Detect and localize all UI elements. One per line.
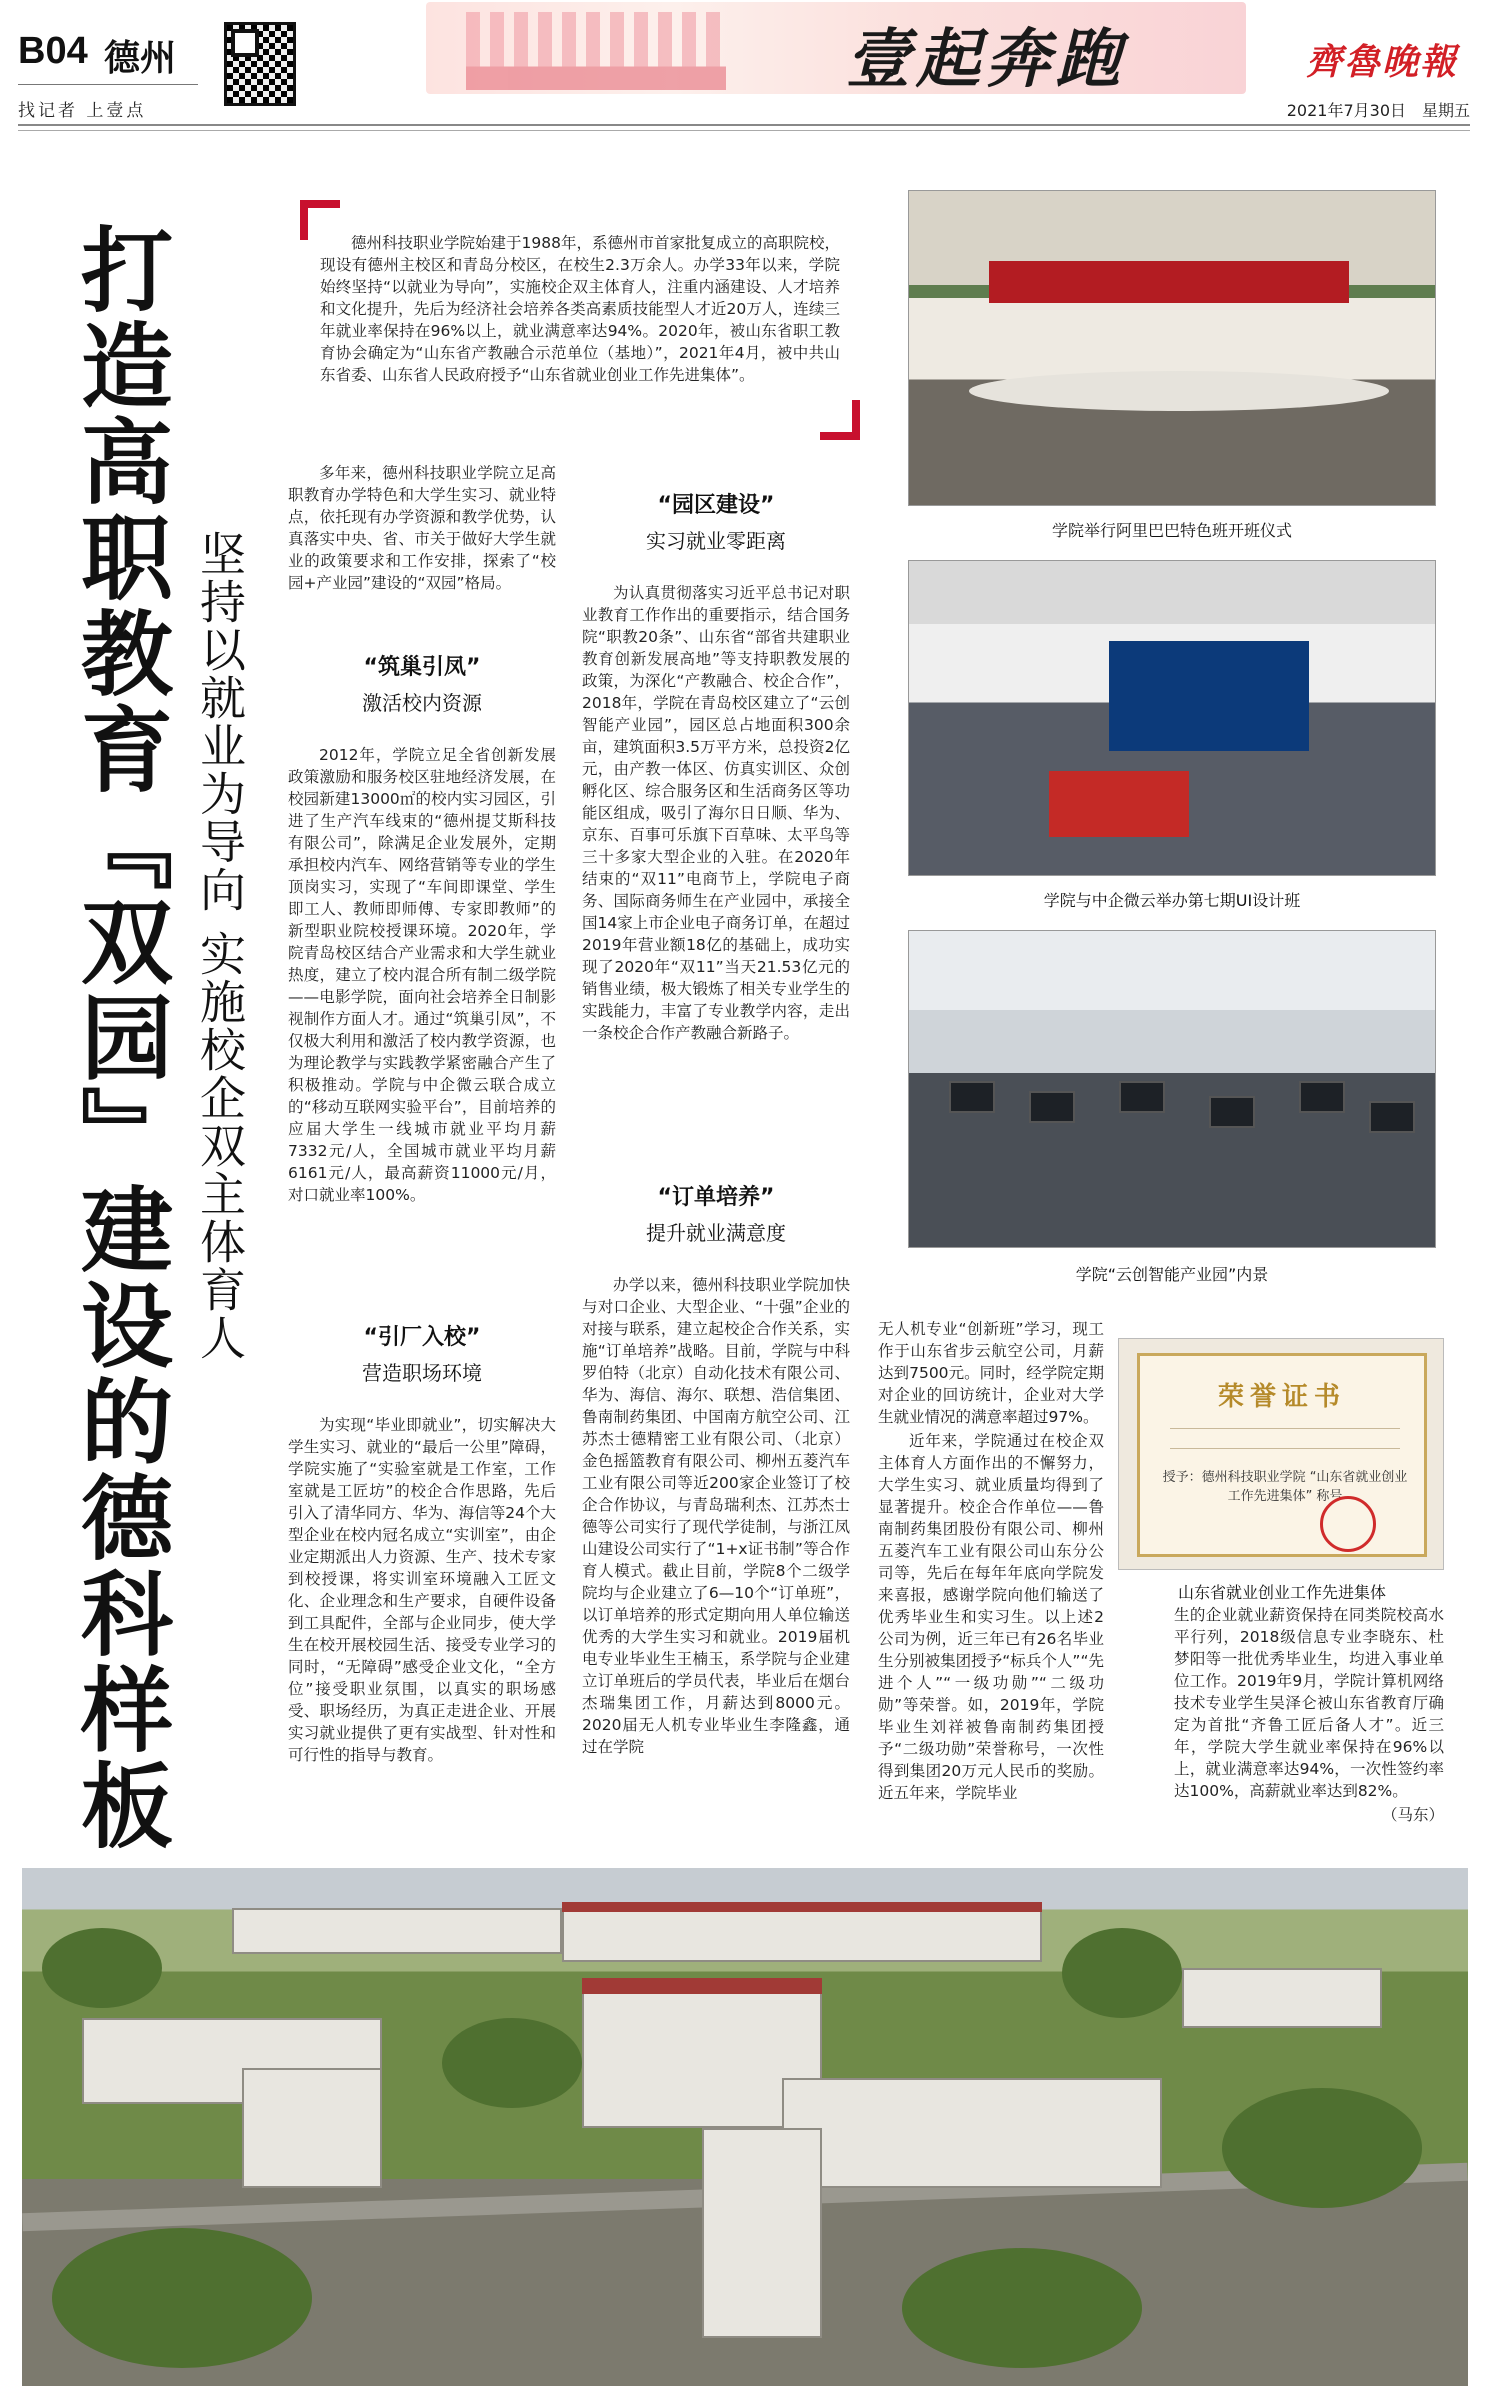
header-rule (18, 124, 1470, 126)
certificate-rule (1170, 1428, 1400, 1429)
caption-4: 山东省就业创业工作先进集体 (1177, 1583, 1386, 1602)
certificate-rule (1170, 1448, 1400, 1449)
banner-slogan-a: 壹起 (846, 22, 986, 94)
building (1182, 1968, 1382, 2028)
lead-paragraph: 多年来，德州科技职业学院立足高职教育办学特色和大学生实习、就业特点，依托现有办学资源和教学优势，认真落实中央、省、市关于做好大学生就业的政策要求和工作安排，探索了“校园+产业园”建设的“双园”格局。 (288, 464, 556, 592)
section-title-1 (288, 650, 556, 716)
section-3-subtitle: 实习就业零距离 (646, 529, 786, 553)
page-header (0, 0, 1488, 140)
banner-slogan-b: 奔跑 (986, 22, 1126, 94)
page-number: B04 (18, 30, 88, 72)
column-1-lead (288, 462, 556, 596)
certificate (1137, 1353, 1427, 1557)
subhead-2: 实施校企双主体育人 (193, 930, 247, 1362)
section-title-4 (582, 1180, 850, 1246)
newspaper-logo: 齊魯晚報 (1306, 41, 1459, 83)
column-3 (878, 1318, 1104, 1806)
campus-aerial-photo (22, 1868, 1468, 2386)
column-3-body: 近年来，学院通过在校企双主体育人方面作出的不懈努力，大学生实习、就业质量均得到了显著提升。校企合作单位——鲁南制药集团股份有限公司、柳州五菱汽车工业有限公司山东分公司等，先后在每年年底向学院发来喜报，感谢学院向他们输送了优秀毕业生和实习生。以上述2公司为例，近三年已有26名毕业生分别被集团授予“标兵个人”“先进个人”“一级功勋”“二级功勋”等荣誉。如，2019年，学院毕业生刘祥被鲁南制药集团授予“二级功勋”荣誉称号，一次性得到集团20万元人民币的奖励。近五年来，学院毕业 (878, 1432, 1104, 1802)
photo-2-sign (1049, 771, 1189, 837)
photo-ui-design-class (908, 560, 1436, 876)
section-2-title: “引厂入校” (363, 1325, 481, 1350)
caption-3: 学院“云创智能产业园”内景 (1075, 1265, 1269, 1284)
photo-2-screen (1109, 641, 1309, 751)
section-title-3 (582, 488, 850, 554)
photo-1-banner (989, 261, 1349, 303)
section-name: 德州 (104, 38, 177, 79)
photo-honor-certificate (1118, 1338, 1444, 1570)
editors-line: 找记者 上壹点 (18, 101, 147, 121)
tree-cluster (1222, 2088, 1422, 2208)
monitor-icon (1299, 1081, 1345, 1113)
qr-code-icon (224, 22, 296, 106)
column-4 (1174, 1604, 1444, 1828)
section-4-body: 办学以来，德州科技职业学院加快与对口企业、大型企业、“十强”企业的对接与联系，建立起校企合作关系，实施“订单培养”战略。目前，学院与中科罗伯特（北京）自动化技术有限公司、华为、海信、海尔、联想、浩信集团、鲁南制药集团、中国南方航空公司、江苏杰士德精密工业有限公司、（北京）金色摇篮教育有限公司、柳州五菱汽车工业有限公司等近200家企业签订了校企合作协议，与青岛瑞利杰、江苏杰士德等公司实行了现代学徒制，与浙江凤山建设公司实行了“1+x证书制”等合作育人模式。截止目前，学院8个二级学院均与企业建立了6—10个“订单班”，以订单培养的形式定期向用人单位输送优秀的大学生实习和就业。2019届机电专业毕业生王楠玉，系学院与企业建立订单班后的学员代表，毕业后在烟台杰瑞集团工作，月薪达到8000元。2020届无人机专业毕业生李隆鑫，通过在学院 (582, 1276, 850, 1756)
red-seal-icon (1320, 1496, 1376, 1552)
top-banner (426, 2, 1246, 94)
intro-paragraph: 德州科技职业学院始建于1988年，系德州市首家批复成立的高职院校，现设有德州主校区和青岛分校区，在校生2.3万余人。办学33年以来，学院始终坚持“以就业为导向”，实施校企双主体育人，注重内涵建设、人才培养和文化提升，先后为经济社会培养各类高素质技能型人才近20万人，连续三年就业率保持在96%以上，就业满意率达94%。2020年，被山东省职工教育协会确定为“山东省产教融合示范单位（基地）”，2021年4月，被中共山东省委、山东省人民政府授予“山东省就业创业工作先进集体”。 (320, 234, 840, 384)
section-3-title: “园区建设” (657, 493, 775, 518)
tree-cluster (442, 2018, 582, 2108)
column-1-section-1 (288, 744, 556, 1208)
building (702, 2128, 822, 2338)
caption-1: 学院举行阿里巴巴特色班开班仪式 (1051, 521, 1292, 540)
monitor-icon (1029, 1091, 1075, 1123)
building (782, 2078, 1162, 2188)
header-divider (18, 84, 198, 85)
building (232, 1908, 562, 1954)
column-1-section-2 (288, 1414, 556, 1768)
issue-date: 2021年7月30日 星期五 (1286, 101, 1470, 120)
monitor-icon (1119, 1081, 1165, 1113)
section-1-title: “筑巢引凤” (363, 655, 481, 680)
certificate-text: 授予：德州科技职业学院 “山东省就业创业工作先进集体” 称号 (1162, 1470, 1408, 1504)
tree-cluster (1062, 1928, 1182, 2018)
header-rule-thin (18, 130, 1470, 131)
tree-cluster (52, 2228, 312, 2368)
monitor-icon (1369, 1101, 1415, 1133)
monitor-icon (1209, 1096, 1255, 1128)
section-3-body: 为认真贯彻落实习近平总书记对职业教育工作作出的重要指示，结合国务院“职教20条”、山东省“部省共建职业教育创新发展高地”等支持职教发展的政策，为深化“产教融合、校企合作”，2018年，学院在青岛校区建立了“云创智能产业园”，园区总占地面积300余亩，建筑面积3.5万平方米，总投资2亿元，由产教一体区、仿真实训区、众创孵化区、综合服务区和生活商务区等功能区组成，吸引了海尔日日顺、华为、京东、百事可乐旗下百草味、太平鸟等三十多家大型企业的入驻。在2020年结束的“双11”电商节上，学院电子商务、国际商务师生在产业园中，承接全国14家上市企业电子商务订单，在超过2019年营业额18亿的基础上，成功实现了2020年“双11”当天21.53亿元的销售业绩，极大锻炼了相关专业学生的实践能力，丰富了专业教学内容，走出一条校企合作产教融合新路子。 (582, 584, 850, 1042)
section-2-body: 为实现“毕业即就业”，切实解决大学生实习、就业的“最后一公里”障碍，学院实施了“实验室就是工作室，工作室就是工匠坊”的校企合作思路，先后引入了清华同方、华为、海信等24个大型企业在校内冠名成立“实训室”，由企业定期派出人力资源、生产、技术专家到校授课，将实训室环境融入工匠文化、企业理念和生产要求，自硬件设备到工具配件，全部与企业同步，使大学生在校开展校园生活、接受专业学习的同时，“无障碍”感受企业文化，“全方位”接受职业氛围，以真实的职场感受、职场经历，为真正走进企业、开展实习就业提供了更有实战型、针对性和可行性的指导与教育。 (288, 1416, 556, 1764)
subhead-1: 坚持以就业为导向 (193, 530, 247, 914)
main-headline: 打造高职教育『双园』建设的德科样板 (66, 222, 173, 1854)
author-signature: （马东） (1381, 1806, 1444, 1824)
building-roof (582, 1978, 822, 1994)
tree-cluster (902, 2248, 1142, 2368)
section-1-body: 2012年，学院立足全省创新发展政策激励和服务校区驻地经济发展，在校园新建13000㎡的校内实习园区，引进了生产汽车线束的“德州提艾斯科技有限公司”，除满足企业发展外，定期承担校内汽车、网络营销等专业的学生顶岗实习，实现了“车间即课堂、学生即工人、教师即师傅、专家即教师”的新型职业院校授课环境。2020年，学院青岛校区结合产业需求和大学生就业热度，建立了校内混合所有制二级学院——电影学院，面向社会培养全日制影视制作方面人才。通过“筑巢引凤”，不仅极大利用和激活了校内教学资源，也为理论教学与实践教学紧密融合产生了积极推动。学院与中企微云联合成立的“移动互联网实验平台”，目前培养的应届大学生一线城市就业平均月薪7332元/人，全国城市就业平均月薪6161元/人，最高薪资11000元/月，对口就业率100%。 (288, 746, 556, 1204)
city-skyline-graphic (466, 12, 726, 90)
section-2-subtitle: 营造职场环境 (362, 1361, 482, 1385)
photo-industrial-park (908, 930, 1436, 1248)
column-3-continued: 无人机专业“创新班”学习，现工作于山东省步云航空公司，月薪达到7500元。同时，经学院定期对企业的回访统计，企业对大学生就业情况的满意率超过97%。 (878, 1320, 1104, 1426)
section-4-subtitle: 提升就业满意度 (646, 1221, 786, 1245)
photo-alibaba-class (908, 190, 1436, 506)
section-1-subtitle: 激活校内资源 (362, 691, 482, 715)
building (242, 2068, 382, 2188)
caption-2: 学院与中企微云举办第七期UI设计班 (1043, 891, 1301, 910)
column-4-body: 生的企业就业薪资保持在同类院校高水平行列，2018级信息专业李晓东、杜梦阳等一批优秀毕业生，均进入事业单位工作。2019年9月，学院计算机网络技术专业学生吴泽仑被山东省教育厅确定为首批“齐鲁工匠后备人才”。近三年，学院大学生就业率保持在96%以上，就业满意率达94%，一次性签约率达100%，高薪就业率达到82%。 (1174, 1606, 1444, 1800)
banner-slogan (846, 8, 1126, 94)
column-2-section-4 (582, 1274, 850, 1760)
section-title-2 (288, 1320, 556, 1386)
building-roof (562, 1902, 1042, 1912)
section-4-title: “订单培养” (657, 1185, 775, 1210)
certificate-title: 荣誉证书 (1217, 1382, 1346, 1412)
intro-corner-bottom-right (820, 400, 860, 440)
column-2-section-3 (582, 582, 850, 1046)
photo-1-meeting-table (969, 371, 1389, 411)
tree-cluster (42, 1928, 162, 2008)
monitor-icon (949, 1081, 995, 1113)
